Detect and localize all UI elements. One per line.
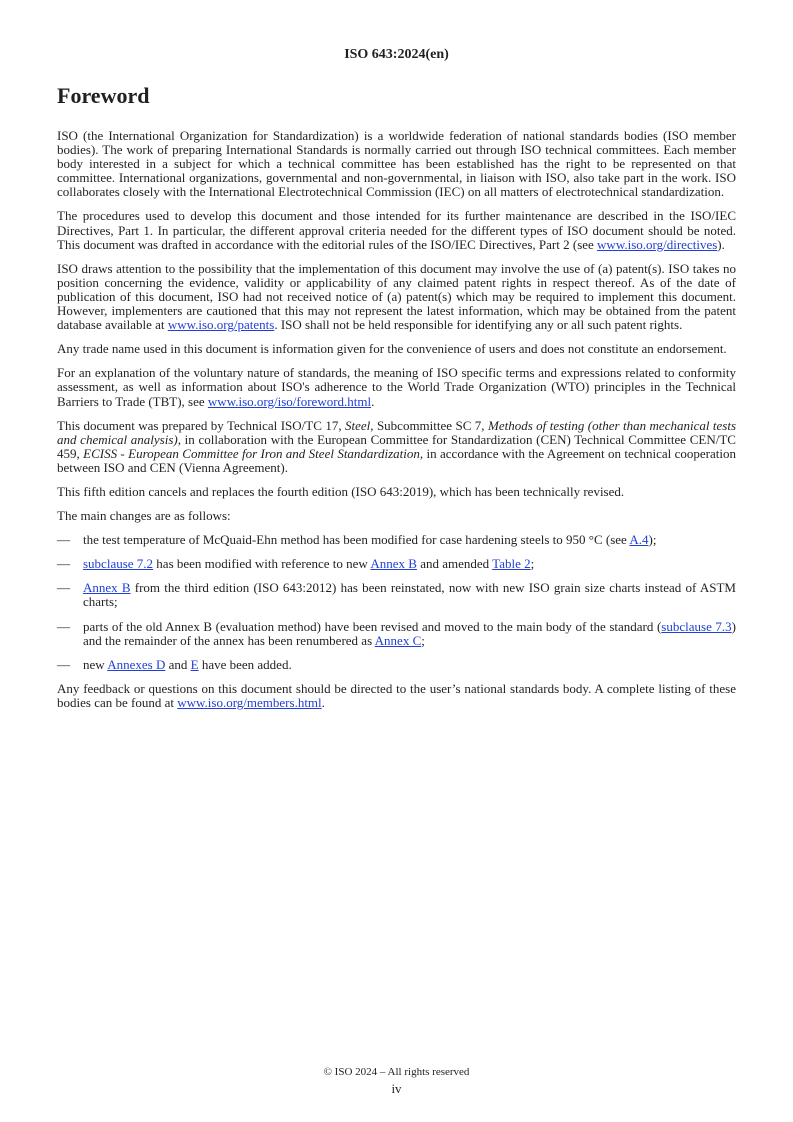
annex-b-link[interactable]: Annex B	[83, 580, 131, 596]
list-item	[57, 620, 736, 648]
text: in collaboration with the European Committee for Standardization (CEN) Technical Committee CEN/TC 459,	[57, 431, 736, 461]
paragraph-feedback	[57, 682, 736, 710]
annex-b-link[interactable]: Annex B	[370, 556, 417, 572]
section-title: Foreword	[57, 83, 150, 108]
paragraph-prepared-by	[57, 419, 736, 475]
subclause-7-2-link[interactable]: subclause 7.2	[83, 556, 154, 572]
paragraph-procedures	[57, 209, 736, 251]
text: . ISO shall not be held responsible for identifying any or all such patent rights.	[274, 317, 683, 333]
text: The procedures used to develop this document and those intended for its further maintenance are described in the ISO/IEC Directives, Part 1. In particular, the different approval criteria needed for the different types of ISO document should be noted. This document was drafted in accordance with the editorial rules of the ISO/IEC Directives, Part 2 (see	[57, 208, 736, 252]
text: and amended	[416, 556, 493, 572]
list-item	[57, 658, 736, 672]
text: ) and the remainder of the annex has been renumbered as	[83, 618, 737, 648]
list-item	[57, 557, 736, 571]
table-2-link[interactable]: Table 2	[492, 556, 531, 572]
paragraph-iso-intro: ISO (the International Organization for Standardization) is a worldwide federation of national standards bodies (ISO member bodies). The work of preparing International Standards is normally carried out through ISO technical committees. Each member body interested in a subject for which a technical committee has been established has the right to be represented on that committee. International organizations, governmental and non-governmental, in liaison with ISO, also take part in the work. ISO collaborates closely with the International Electrotechnical Commission (IEC) on all matters of electrotechnical standardization.	[57, 128, 736, 200]
annex-c-link[interactable]: Annex C	[374, 632, 422, 648]
subclause-7-3-link[interactable]: subclause 7.3	[661, 618, 732, 634]
text: has been modified with reference to new	[153, 556, 371, 572]
dash-bullet: —	[57, 618, 70, 634]
text: parts of the old Annex B (evaluation method) have been revised and moved to the main body of the standard (	[83, 618, 662, 634]
copyright-notice: © ISO 2024 – All rights reserved	[323, 1066, 470, 1078]
dash-bullet: —	[57, 556, 70, 572]
text: have been added.	[198, 656, 292, 672]
annex-a4-link[interactable]: A.4	[629, 532, 649, 548]
dash-bullet: —	[57, 580, 70, 596]
list-item	[57, 533, 736, 547]
page-number: iv	[391, 1081, 402, 1096]
paragraph-voluntary-nature	[57, 366, 736, 408]
text: from the third edition (ISO 643:2012) has been reinstated, now with new ISO grain size charts instead of ASTM charts;	[83, 580, 736, 610]
changes-list	[57, 533, 736, 672]
italic-text: Steel	[345, 417, 371, 433]
text: , Subcommittee SC 7,	[370, 417, 488, 433]
foreword-body	[57, 129, 736, 720]
annex-e-link[interactable]: E	[190, 656, 199, 672]
members-link[interactable]: www.iso.org/members.html	[177, 694, 322, 710]
paragraph-main-changes: The main changes are as follows:	[57, 508, 231, 524]
paragraph-patents	[57, 262, 736, 332]
text: .	[371, 393, 375, 409]
text: );	[648, 532, 657, 548]
document-header: ISO 643:2024(en)	[344, 47, 449, 62]
annexes-d-link[interactable]: Annexes D	[107, 656, 166, 672]
text: ISO draws attention to the possibility that the implementation of this document may involve the use of (a) patent(s). ISO takes no position concerning the evidence, validity or applicability of any claimed patent rights in respect thereof. As of the date of publication of this document, ISO had not received notice of (a) patent(s) which may be required to implement this document. However, implementers are cautioned that this may not represent the latest information, which may be obtained from the patent database available at	[57, 260, 736, 333]
italic-text: Methods of testing (other than mechanical tests and chemical analysis),	[57, 417, 737, 447]
directives-link[interactable]: www.iso.org/directives	[597, 236, 718, 252]
dash-bullet: —	[57, 656, 70, 672]
italic-text: ECISS - European Committee for Iron and Steel Standardization,	[83, 445, 424, 461]
text: new	[83, 656, 108, 672]
dash-bullet: —	[57, 532, 70, 548]
text: Any feedback or questions on this document should be directed to the user’s national standards body. A complete listing of these bodies can be found at	[57, 680, 736, 710]
text: ;	[530, 556, 535, 572]
text: .	[321, 694, 325, 710]
list-item	[57, 581, 736, 609]
text: This document was prepared by Technical ISO/TC 17,	[57, 417, 345, 433]
text: and	[165, 656, 191, 672]
text: ;	[421, 632, 425, 648]
text: ).	[717, 236, 725, 252]
text: the test temperature of McQuaid-Ehn method has been modified for case hardening steels to 950 °C (see	[83, 532, 630, 548]
paragraph-trade-name: Any trade name used in this document is information given for the convenience of users and does not constitute an endorsement.	[57, 341, 727, 357]
text: in accordance with the Agreement on technical cooperation between ISO and CEN (Vienna Agreement).	[57, 445, 736, 475]
page-footer	[0, 1066, 793, 1097]
paragraph-edition: This fifth edition cancels and replaces the fourth edition (ISO 643:2019), which has been technically revised.	[57, 483, 625, 499]
text: For an explanation of the voluntary nature of standards, the meaning of ISO specific terms and expressions related to conformity assessment, as well as information about ISO's adherence to the World Trade Organization (WTO) principles in the Technical Barriers to Trade (TBT), see	[57, 365, 736, 409]
foreword-link[interactable]: www.iso.org/iso/foreword.html	[207, 393, 372, 409]
patents-link[interactable]: www.iso.org/patents	[167, 317, 275, 333]
